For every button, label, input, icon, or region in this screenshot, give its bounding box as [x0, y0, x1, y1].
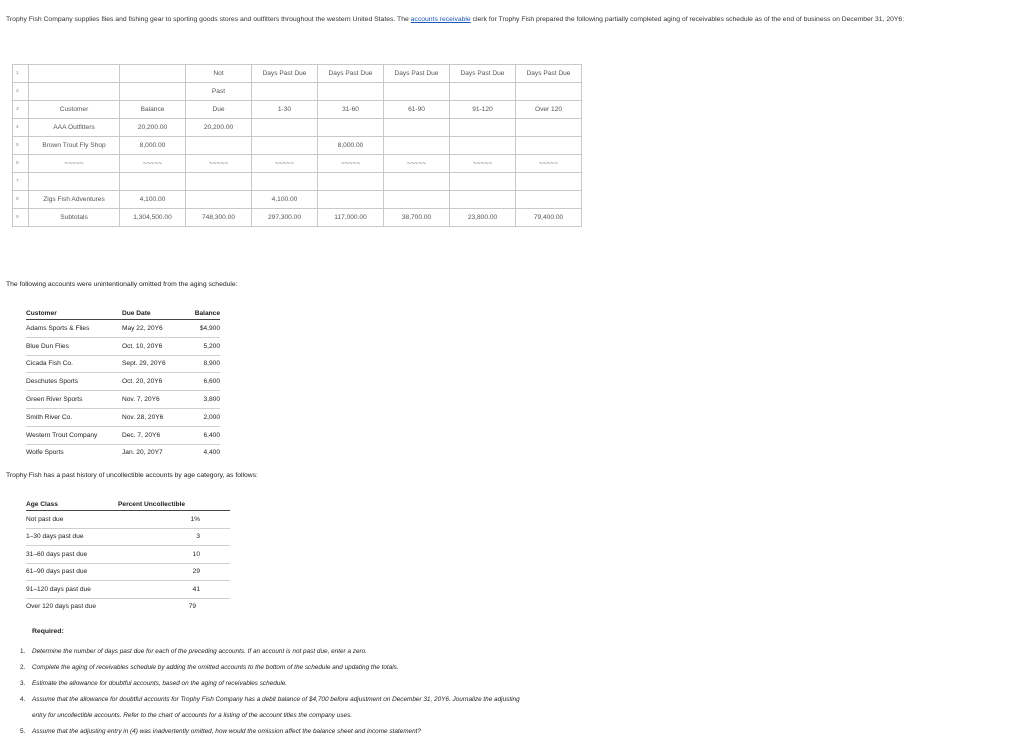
age-class-cell: Over 120 days past due	[26, 603, 97, 611]
omitted-account-row	[26, 320, 220, 338]
amount-cell: 1-30	[252, 101, 318, 119]
aging-schedule-table	[12, 64, 582, 227]
amount-cell	[252, 137, 318, 155]
column-header: Customer	[26, 307, 120, 320]
required-item	[20, 660, 520, 676]
percent-cell: 29	[118, 563, 230, 581]
amount-cell: Days Past Due	[450, 65, 516, 83]
amount-cell: 297,300.00	[252, 209, 318, 227]
amount-cell	[186, 173, 252, 191]
age-class-row	[26, 563, 230, 581]
amount-cell	[384, 137, 450, 155]
amount-cell: 31-60	[318, 101, 384, 119]
amount-cell	[384, 83, 450, 101]
amount-cell: ~~~~~	[318, 155, 384, 173]
age-class-cell: 91–120 days past due	[26, 581, 118, 599]
aging-row	[13, 173, 582, 191]
omitted-account-row	[26, 355, 220, 373]
due-date-cell: Jan. 20, 20Y7	[122, 449, 163, 457]
omitted-account-row	[26, 337, 220, 355]
item-text: Assume that the adjusting entry in (4) was inadvertently omitted, how would the omission affect the balance sheet and income statement?	[32, 728, 421, 735]
percent-cell: 41	[118, 581, 230, 599]
amount-cell	[252, 119, 318, 137]
balance-cell: 4,400	[203, 449, 220, 457]
amount-cell	[450, 173, 516, 191]
customer-cell: Adams Sports & Flies	[26, 320, 120, 338]
item-number: 5.	[20, 728, 26, 735]
aging-row	[13, 155, 582, 173]
amount-cell	[318, 173, 384, 191]
amount-cell	[516, 83, 582, 101]
balance-cell: 6,400	[182, 426, 220, 444]
customer-cell: Western Trout Company	[26, 426, 120, 444]
age-class-row	[26, 511, 230, 529]
amount-cell: ~~~~~	[384, 155, 450, 173]
balance-cell: 3,800	[182, 391, 220, 409]
item-text: Complete the aging of receivables schedule by adding the omitted accounts to the bottom of the schedule and updating the totals.	[32, 664, 399, 671]
amount-cell	[252, 173, 318, 191]
amount-cell: Due	[186, 101, 252, 119]
age-class-row	[26, 546, 230, 564]
intro-paragraph	[6, 16, 904, 23]
aging-header-row	[13, 101, 582, 119]
amount-cell	[516, 173, 582, 191]
column-header: Percent Uncollectible	[118, 498, 230, 511]
row-number: 6	[13, 155, 29, 173]
age-class-cell: 31–60 days past due	[26, 546, 118, 564]
column-header: Balance	[182, 307, 220, 320]
amount-cell: ~~~~~	[516, 155, 582, 173]
due-date-cell: Dec. 7, 20Y6	[120, 426, 182, 444]
amount-cell	[318, 83, 384, 101]
customer-cell: Green River Sports	[26, 391, 120, 409]
omitted-intro: The following accounts were unintentionally omitted from the aging schedule:	[6, 281, 238, 288]
amount-cell	[318, 191, 384, 209]
intro-text-start: Trophy Fish Company supplies flies and fishing gear to sporting goods stores and outfitters throughout the western United States. The	[6, 16, 411, 23]
uncollectible-history-table	[26, 498, 230, 615]
amount-cell	[450, 137, 516, 155]
amount-cell: 117,000.00	[318, 209, 384, 227]
customer-cell: Customer	[29, 101, 120, 119]
age-class-row	[26, 581, 230, 599]
intro-text-end: clerk for Trophy Fish prepared the following partially completed aging of receivables schedule as of the end of business on December 31, 20Y6:	[470, 16, 905, 23]
amount-cell: 38,700.00	[384, 209, 450, 227]
due-date-cell: Sept. 29, 20Y6	[120, 355, 182, 373]
customer-cell: Zigs Fish Adventures	[29, 191, 120, 209]
due-date-cell: Oct. 10, 20Y6	[120, 337, 182, 355]
customer-cell: Deschutes Sports	[26, 373, 120, 391]
amount-cell: 4,100.00	[120, 191, 186, 209]
item-text: Assume that the allowance for doubtful accounts for Trophy Fish Company has a debit balance of $4,700 before adjustment on December 31, 20Y6. Journalize the adjusting entry for uncollectible accounts. Refer to the chart of accounts for a listing of the account titles the company uses.	[32, 696, 520, 719]
customer-cell: Cicada Fish Co.	[26, 355, 120, 373]
percent-cell: 10	[118, 546, 230, 564]
age-class-cell: Not past due	[26, 511, 118, 529]
balance-cell: $4,900	[182, 320, 220, 338]
amount-cell: ~~~~~	[252, 155, 318, 173]
customer-cell: Subtotals	[29, 209, 120, 227]
history-intro: Trophy Fish has a past history of uncollectible accounts by age category, as follows:	[6, 472, 258, 479]
customer-cell	[29, 65, 120, 83]
due-date-cell: May 22, 20Y6	[120, 320, 182, 338]
row-number: 4	[13, 119, 29, 137]
age-class-row	[26, 598, 230, 615]
due-date-cell: Nov. 7, 20Y6	[120, 391, 182, 409]
row-number: 9	[13, 209, 29, 227]
item-number: 4.	[20, 696, 26, 703]
amount-cell: 20,200.00	[186, 119, 252, 137]
balance-cell: 5,200	[182, 337, 220, 355]
aging-header-row	[13, 65, 582, 83]
required-item	[20, 692, 520, 724]
amount-cell: 4,100.00	[252, 191, 318, 209]
required-item	[20, 724, 520, 740]
item-text: Determine the number of days past due for each of the preceding accounts. If an account is not past due, enter a zero.	[32, 648, 367, 655]
amount-cell	[450, 119, 516, 137]
amount-cell: ~~~~~	[120, 155, 186, 173]
age-class-row	[26, 528, 230, 546]
amount-cell	[252, 83, 318, 101]
amount-cell: Days Past Due	[516, 65, 582, 83]
required-item	[20, 644, 520, 660]
percent-cell: 79	[188, 603, 196, 611]
amount-cell: 61-90	[384, 101, 450, 119]
customer-cell: Smith River Co.	[26, 408, 120, 426]
amount-cell: 748,300.00	[186, 209, 252, 227]
amount-cell	[450, 83, 516, 101]
amount-cell	[450, 191, 516, 209]
amount-cell: Days Past Due	[252, 65, 318, 83]
required-heading: Required:	[32, 628, 64, 635]
amount-cell: 1,304,500.00	[120, 209, 186, 227]
amount-cell: 8,000.00	[120, 137, 186, 155]
amount-cell	[318, 119, 384, 137]
history-header-row	[26, 498, 230, 511]
row-number: 7	[13, 173, 29, 191]
aging-row	[13, 191, 582, 209]
amount-cell: Past	[186, 83, 252, 101]
row-number: 8	[13, 191, 29, 209]
amount-cell: Balance	[120, 101, 186, 119]
customer-cell: Brown Trout Fly Shop	[29, 137, 120, 155]
amount-cell: 23,800.00	[450, 209, 516, 227]
aging-row	[13, 209, 582, 227]
balance-cell: 2,000	[182, 408, 220, 426]
omitted-account-row	[26, 373, 220, 391]
amount-cell	[120, 65, 186, 83]
item-number: 3.	[20, 680, 26, 687]
due-date-cell: Oct. 20, 20Y6	[120, 373, 182, 391]
omitted-accounts-table	[26, 307, 220, 461]
item-number: 1.	[20, 648, 26, 655]
required-list	[20, 644, 520, 740]
row-number: 2	[13, 83, 29, 101]
amount-cell: Not	[186, 65, 252, 83]
aging-row	[13, 137, 582, 155]
amount-cell: ~~~~~	[450, 155, 516, 173]
amount-cell: Over 120	[516, 101, 582, 119]
age-class-cell: 1–30 days past due	[26, 528, 118, 546]
amount-cell: 79,400.00	[516, 209, 582, 227]
amount-cell: Days Past Due	[318, 65, 384, 83]
percent-cell: 3	[118, 528, 230, 546]
balance-cell: 6,600	[182, 373, 220, 391]
omitted-account-row	[26, 426, 220, 444]
accounts-receivable-link[interactable]: accounts receivable	[410, 16, 471, 23]
amount-cell: Days Past Due	[384, 65, 450, 83]
amount-cell	[516, 191, 582, 209]
omitted-account-row	[26, 444, 220, 461]
amount-cell	[120, 83, 186, 101]
amount-cell	[120, 173, 186, 191]
required-item	[20, 676, 520, 692]
customer-cell: ~~~~~	[29, 155, 120, 173]
percent-cell: 1%	[118, 511, 230, 529]
column-header: Due Date	[120, 307, 182, 320]
row-number: 3	[13, 101, 29, 119]
amount-cell	[516, 137, 582, 155]
due-date-cell: Nov. 28, 20Y6	[120, 408, 182, 426]
amount-cell: ~~~~~	[186, 155, 252, 173]
amount-cell: 91-120	[450, 101, 516, 119]
omitted-account-row	[26, 408, 220, 426]
amount-cell: 8,000.00	[318, 137, 384, 155]
age-class-cell: 61–90 days past due	[26, 563, 118, 581]
omitted-header-row	[26, 307, 220, 320]
amount-cell: 20,200.00	[120, 119, 186, 137]
amount-cell	[384, 173, 450, 191]
omitted-account-row	[26, 391, 220, 409]
amount-cell	[186, 191, 252, 209]
aging-row	[13, 119, 582, 137]
column-header: Age Class	[26, 498, 118, 511]
amount-cell	[186, 137, 252, 155]
balance-cell: 8,900	[182, 355, 220, 373]
row-number: 5	[13, 137, 29, 155]
amount-cell	[516, 119, 582, 137]
customer-cell: Blue Dun Flies	[26, 337, 120, 355]
item-text: Estimate the allowance for doubtful accounts, based on the aging of receivables schedule.	[32, 680, 288, 687]
customer-cell: AAA Outfitters	[29, 119, 120, 137]
customer-cell: Wolfe Sports	[26, 449, 64, 457]
amount-cell	[384, 191, 450, 209]
row-number: 1	[13, 65, 29, 83]
customer-cell	[29, 83, 120, 101]
item-number: 2.	[20, 664, 26, 671]
aging-header-row	[13, 83, 582, 101]
amount-cell	[384, 119, 450, 137]
customer-cell	[29, 173, 120, 191]
